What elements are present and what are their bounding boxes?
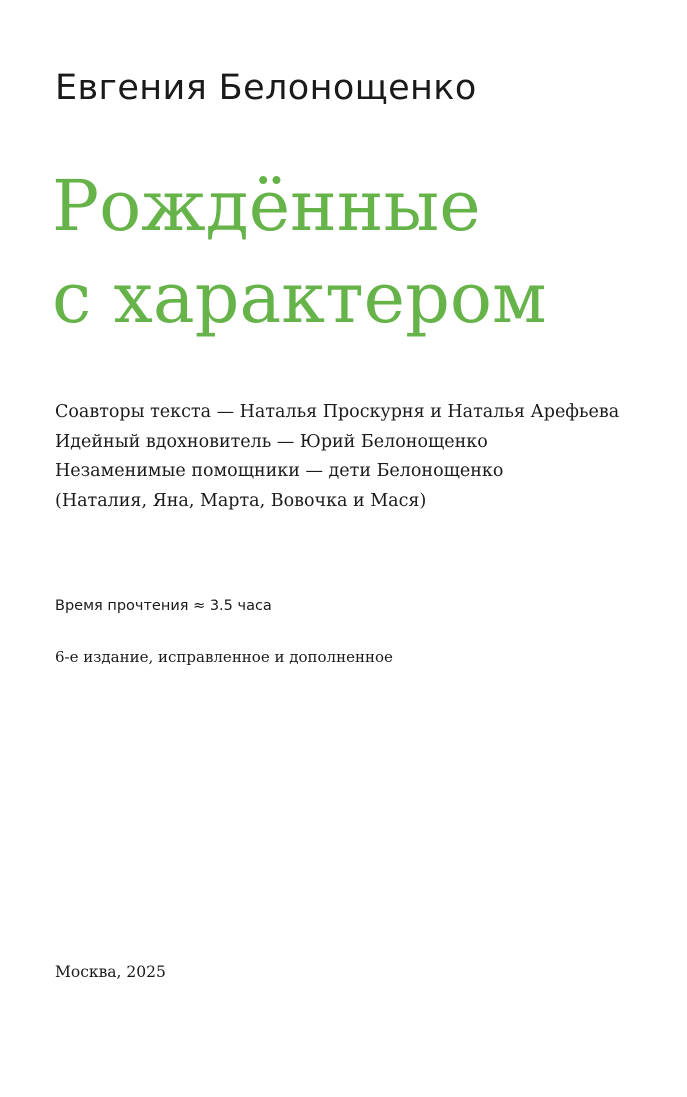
- credits-helpers-names: (Наталия, Яна, Марта, Вовочка и Мася): [55, 490, 427, 511]
- imprint-city-year: Москва, 2025: [55, 963, 166, 981]
- author-name: Евгения Белонощенко: [55, 68, 477, 108]
- book-title-line-2: с характером: [52, 257, 547, 339]
- reading-time: Время прочтения ≈ 3.5 часа: [55, 598, 272, 614]
- edition-note: 6-е издание, исправленное и дополненное: [55, 648, 393, 666]
- credits-block: [55, 398, 619, 516]
- book-title: [52, 160, 547, 344]
- book-title-line-1: Рождённые: [52, 165, 481, 247]
- credits-inspirer: Идейный вдохновитель — Юрий Белонощенко: [55, 431, 488, 452]
- credits-coauthors: Соавторы текста — Наталья Проскурня и Наталья Арефьева: [55, 402, 620, 422]
- credits-helpers: Незаменимые помощники — дети Белонощенко: [55, 461, 504, 481]
